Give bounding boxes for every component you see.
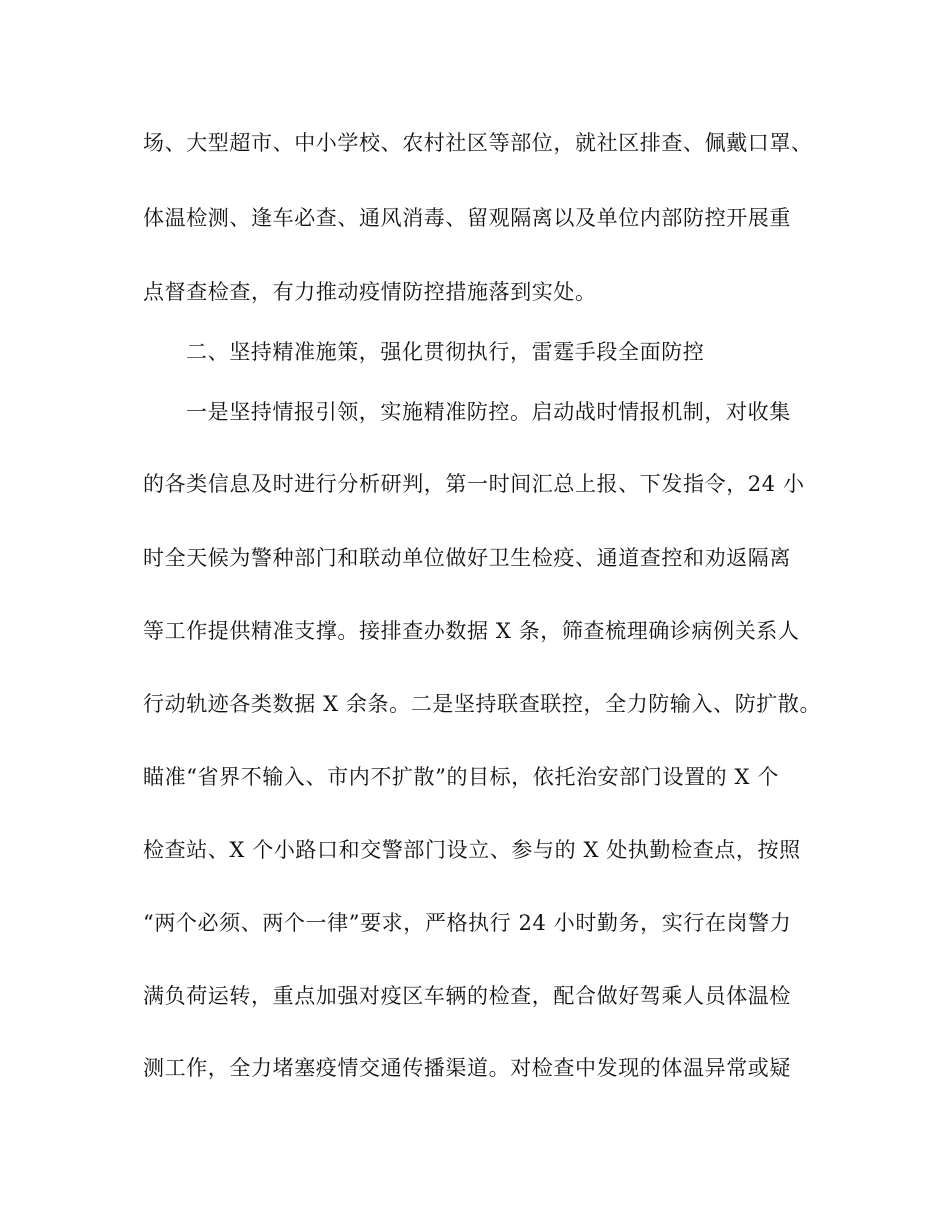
text-line-2: 体温检测、逢车必查、通风消毒、留观隔离以及单位内部防控开展重 [143, 206, 791, 230]
text-line-10: 瞄准“省界不输入、市内不扩散”的目标，依托治安部门设置的 X 个 [143, 765, 779, 789]
text-line-11: 检查站、X 个小路口和交警部门设立、参与的 X 处执勤检查点，按照 [143, 838, 801, 862]
text-line-13: 满负荷运转，重点加强对疫区车辆的检查，配合做好驾乘人员体温检 [143, 984, 791, 1008]
section-heading: 二、坚持精准施策，强化贯彻执行，雷霆手段全面防控 [186, 340, 705, 364]
text-line-9: 行动轨迹各类数据 X 余条。二是坚持联查联控，全力防输入、防扩散。 [143, 692, 822, 716]
text-line-3: 点督查检查，有力推动疫情防控措施落到实处。 [143, 280, 597, 304]
text-line-7: 时全天候为警种部门和联动单位做好卫生检疫、通道查控和劝返隔离 [143, 546, 791, 570]
text-line-6: 的各类信息及时进行分析研判，第一时间汇总上报、下发指令，24 小 [143, 472, 805, 496]
text-line-5: 一是坚持情报引领，实施精准防控。启动战时情报机制，对收集 [186, 400, 791, 424]
text-line-8: 等工作提供精准支撑。接排查办数据 X 条，筛查梳理确诊病例关系人 [143, 619, 800, 643]
text-line-14: 测工作，全力堵塞疫情交通传播渠道。对检查中发现的体温异常或疑 [143, 1056, 791, 1080]
text-line-12: “两个必须、两个一律”要求，严格执行 24 小时勤务，实行在岗警力 [143, 911, 792, 935]
text-line-1: 场、大型超市、中小学校、农村社区等部位，就社区排查、佩戴口罩、 [143, 131, 813, 155]
